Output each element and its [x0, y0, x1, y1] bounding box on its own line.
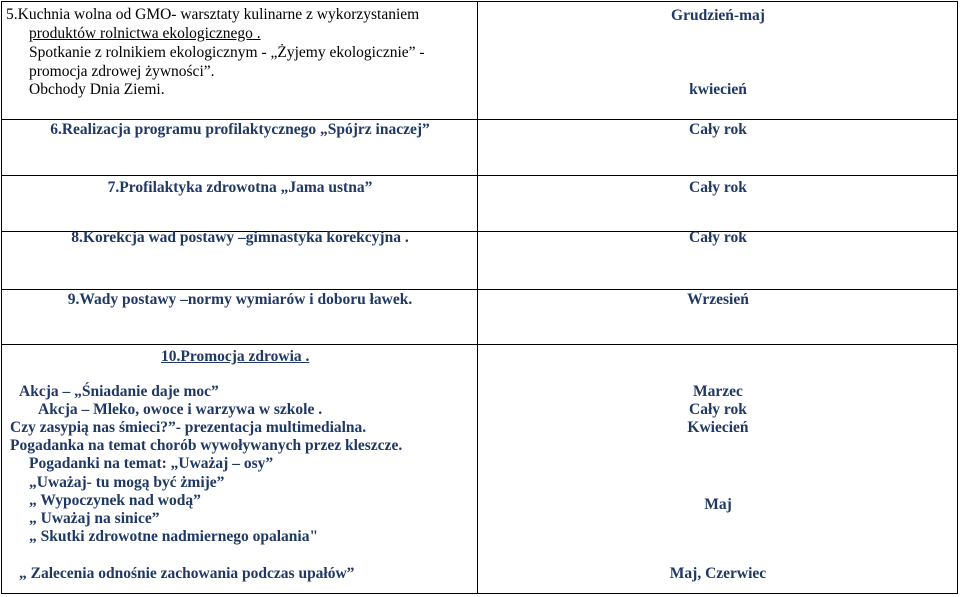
task-text: promocja zdrowej żywności”.	[29, 63, 215, 80]
task-cell	[2, 229, 478, 290]
task-cell	[2, 120, 478, 176]
task-text: 8.Korekcja wad postawy –gimnastyka korekcyjna .	[71, 229, 409, 246]
term-text: Marzec	[693, 383, 743, 400]
section-heading: 10.Promocja zdrowia .	[161, 348, 310, 365]
term-cell	[478, 229, 958, 290]
task-cell	[2, 345, 478, 594]
list-item: Akcja – Mleko, owoce i warzywa w szkole .	[38, 401, 323, 418]
table-row	[2, 120, 958, 176]
health-program-table	[1, 1, 958, 594]
list-item: „Uważaj- tu mogą być żmije”	[29, 474, 225, 491]
term-text: Maj	[704, 496, 732, 513]
task-text: Obchody Dnia Ziemi.	[29, 81, 165, 98]
term-text: kwiecień	[689, 81, 747, 98]
task-cell	[2, 176, 478, 232]
term-text: Cały rok	[689, 229, 747, 246]
term-text: Maj, Czerwiec	[669, 565, 767, 582]
term-cell	[478, 2, 958, 120]
task-text: produktów rolnictwa ekologicznego .	[29, 25, 261, 42]
list-item: Pogadanki na temat: „Uważaj – osy”	[29, 455, 274, 472]
list-item: „ Zalecenia odnośnie zachowania podczas upałów”	[19, 565, 355, 582]
table-row	[2, 345, 958, 594]
task-text: 5.Kuchnia wolna od GMO- warsztaty kulinarne z wykorzystaniem	[6, 6, 420, 23]
list-item: Pogadanka na temat chorób wywoływanych przez kleszcze.	[10, 437, 403, 454]
list-item: Czy zasypią nas śmieci?”- prezentacja multimedialna.	[10, 419, 367, 436]
table-row	[2, 232, 958, 290]
list-item: „ Skutki zdrowotne nadmiernego opalania"	[29, 528, 319, 545]
list-item: „ Wypoczynek nad wodą”	[29, 492, 201, 509]
term-text: Grudzień-maj	[671, 7, 765, 24]
table-row	[2, 176, 958, 232]
task-text: Spotkanie z rolnikiem ekologicznym - „Żyjemy ekologicznie” -	[29, 44, 425, 61]
term-text: Wrzesień	[687, 291, 749, 308]
term-text: Kwiecień	[687, 419, 749, 436]
term-cell	[478, 176, 958, 232]
task-text: 7.Profilaktyka zdrowotna „Jama ustna”	[107, 179, 373, 196]
task-cell	[2, 2, 478, 120]
term-cell	[478, 120, 958, 176]
term-text: Cały rok	[689, 401, 747, 418]
term-text: Cały rok	[689, 179, 747, 196]
table-row	[2, 2, 958, 120]
table-row	[2, 290, 958, 345]
term-text: Cały rok	[689, 121, 747, 138]
task-text: 9.Wady postawy –normy wymiarów i doboru ławek.	[67, 291, 413, 308]
term-cell	[478, 345, 958, 594]
term-cell	[478, 290, 958, 345]
list-item: Akcja – „Śniadanie daje moc”	[19, 383, 219, 400]
task-cell	[2, 290, 478, 345]
list-item: „ Uważaj na sinice”	[29, 510, 160, 527]
task-text: 6.Realizacja programu profilaktycznego „Spójrz inaczej”	[50, 121, 430, 138]
